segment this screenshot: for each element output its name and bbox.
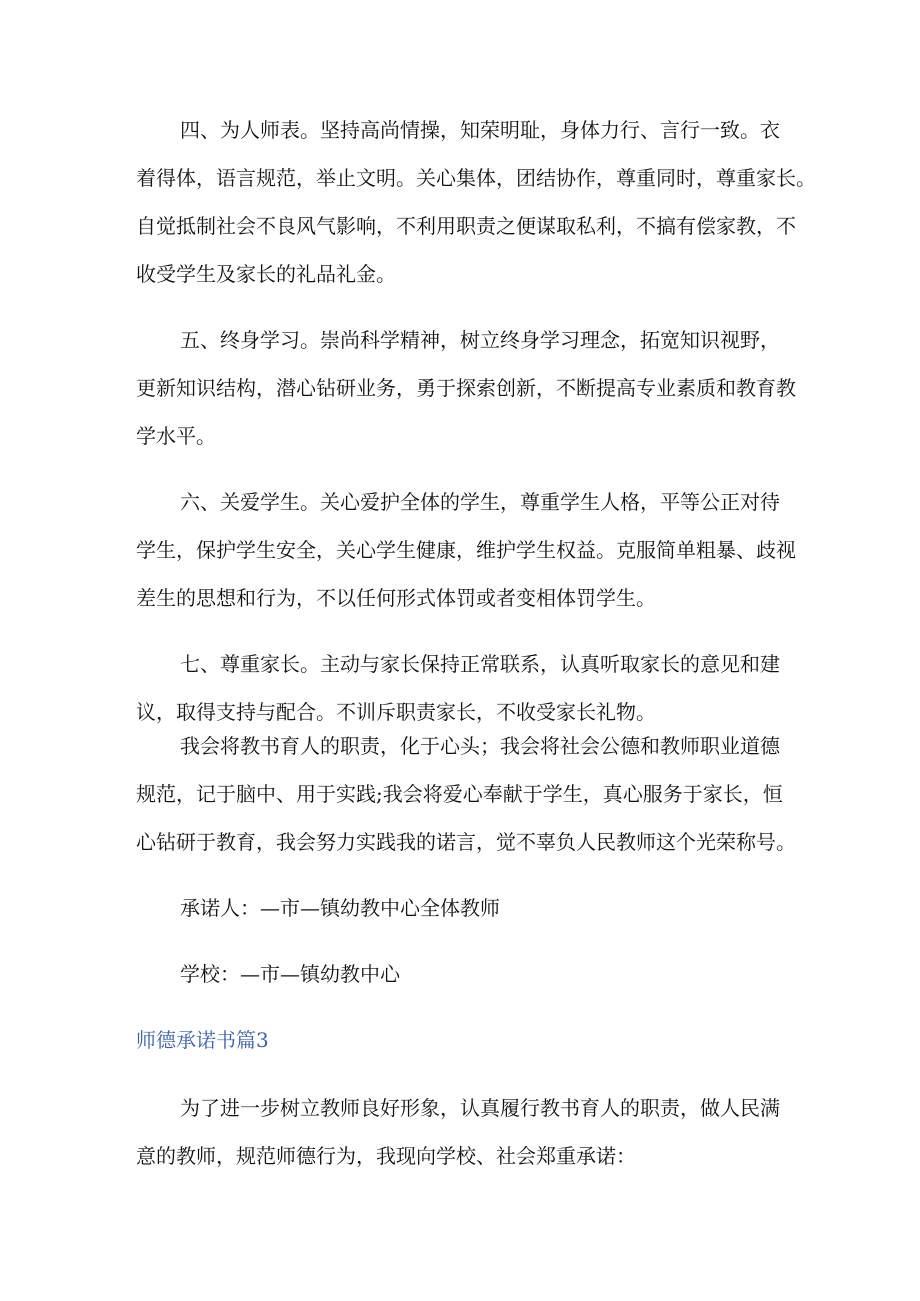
promiser-line: 承诺人：—市—镇幼教中心全体教师 bbox=[180, 896, 500, 920]
school-line: 学校：—市—镇幼教中心 bbox=[180, 962, 400, 986]
paragraph-8-line-3: 心钻研于教育，我会努力实践我的诺言，觉不辜负人民教师这个光荣称号。 bbox=[136, 830, 796, 854]
paragraph-4-line-3: 自觉抵制社会不良风气影响，不利用职责之便谋取私利，不搞有偿家教，不 bbox=[136, 214, 796, 238]
paragraph-8-line-2: 规范，记于脑中、用于实践;我会将爱心奉献于学生，真心服务于家长，恒 bbox=[136, 782, 783, 806]
paragraph-6-line-3: 差生的思想和行为，不以任何形式体罚或者变相体罚学生。 bbox=[136, 586, 656, 610]
paragraph-8-line-1: 我会将教书育人的职责，化于心头；我会将社会公德和教师职业道德 bbox=[180, 734, 780, 758]
paragraph-4-line-4: 收受学生及家长的礼品礼金。 bbox=[136, 262, 396, 286]
paragraph-9-line-2: 意的教师，规范师德行为，我现向学校、社会郑重承诺： bbox=[136, 1144, 636, 1168]
paragraph-5-line-2: 更新知识结构，潜心钻研业务，勇于探索创新，不断提高专业素质和教育教 bbox=[136, 376, 796, 400]
paragraph-4-line-1: 四、为人师表。坚持高尚情操，知荣明耻，身体力行、言行一致。衣 bbox=[180, 118, 780, 142]
paragraph-6-line-2: 学生，保护学生安全，关心学生健康，维护学生权益。克服简单粗暴、歧视 bbox=[136, 538, 796, 562]
paragraph-9-line-1: 为了进一步树立教师良好形象，认真履行教书育人的职责，做人民满 bbox=[180, 1096, 780, 1120]
paragraph-5-line-3: 学水平。 bbox=[136, 424, 216, 448]
paragraph-5-line-1: 五、终身学习。崇尚科学精神，树立终身学习理念，拓宽知识视野， bbox=[180, 328, 780, 352]
paragraph-4-line-2: 着得体，语言规范，举止文明。关心集体，团结协作，尊重同时，尊重家长。 bbox=[136, 166, 816, 190]
paragraph-6-line-1: 六、关爱学生。关心爱护全体的学生，尊重学生人格，平等公正对待 bbox=[180, 490, 780, 514]
section-heading: 师德承诺书篇3 bbox=[136, 1028, 269, 1052]
paragraph-7-line-2: 议，取得支持与配合。不训斥职责家长，不收受家长礼物。 bbox=[136, 700, 656, 724]
paragraph-7-line-1: 七、尊重家长。主动与家长保持正常联系，认真听取家长的意见和建 bbox=[180, 652, 780, 676]
